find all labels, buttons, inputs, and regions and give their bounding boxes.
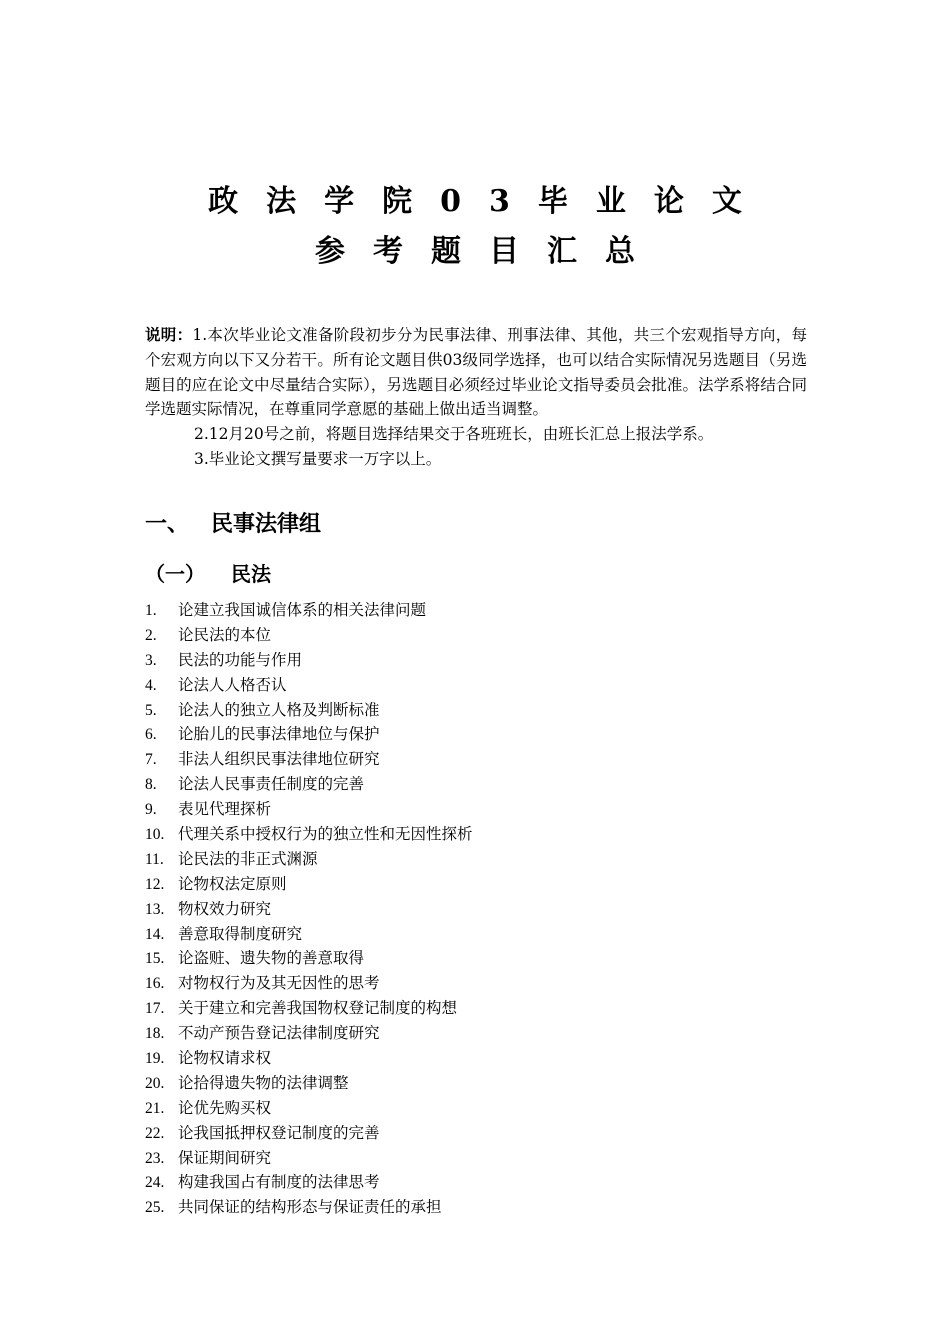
- subsection-heading: [145, 558, 271, 590]
- list-item-text: 论民法的本位: [178, 625, 272, 644]
- list-item-number: 17.: [145, 1000, 165, 1018]
- list-item: [145, 1195, 473, 1220]
- list-item: [145, 971, 473, 996]
- list-item-number: 25.: [145, 1199, 165, 1217]
- list-item: [145, 847, 473, 872]
- document-title-line2: 参考题目汇总: [315, 234, 663, 269]
- instructions-lead: 说明：: [145, 326, 193, 344]
- list-item-text: 关于建立和完善我国物权登记制度的构想: [178, 999, 458, 1018]
- list-item-number: 19.: [145, 1050, 165, 1068]
- list-item-number: 11.: [145, 850, 164, 868]
- list-item-number: 15.: [145, 950, 165, 968]
- instruction-item-1: [145, 323, 807, 422]
- list-item-text: 对物权行为及其无因性的思考: [178, 974, 380, 993]
- list-item: [145, 996, 473, 1021]
- list-item: [145, 946, 473, 971]
- list-item: [145, 1071, 473, 1096]
- list-item: [145, 1096, 473, 1121]
- section-heading: [145, 508, 321, 542]
- list-item: [145, 698, 473, 723]
- list-item-text: 不动产预告登记法律制度研究: [178, 1024, 380, 1043]
- list-item: [145, 598, 473, 623]
- list-item: [145, 872, 473, 897]
- list-item-text: 论优先购买权: [178, 1098, 272, 1117]
- list-item-text: 论民法的非正式渊源: [178, 849, 318, 868]
- list-item: [145, 1146, 473, 1171]
- list-item: [145, 1170, 473, 1195]
- list-item-text: 论盗赃、遗失物的善意取得: [178, 949, 365, 968]
- list-item-text: 论物权法定原则: [178, 874, 287, 893]
- list-item-number: 12.: [145, 875, 165, 893]
- list-item: [145, 897, 473, 922]
- list-item-number: 3.: [145, 651, 157, 669]
- list-item: [145, 1046, 473, 1071]
- list-item-number: 2.: [145, 626, 157, 644]
- list-item-number: 10.: [145, 826, 165, 844]
- list-item: [145, 1121, 473, 1146]
- list-item-number: 13.: [145, 900, 165, 918]
- list-item-text: 论法人的独立人格及判断标准: [178, 700, 380, 719]
- list-item-number: 21.: [145, 1099, 165, 1117]
- list-item-text: 代理关系中授权行为的独立性和无因性探析: [178, 825, 473, 844]
- list-item-number: 20.: [145, 1074, 165, 1092]
- list-item-number: 7.: [145, 751, 157, 769]
- list-item: [145, 797, 473, 822]
- list-item-number: 23.: [145, 1149, 165, 1167]
- section-number: 一、: [145, 512, 190, 537]
- list-item: [145, 648, 473, 673]
- list-item-text: 善意取得制度研究: [178, 924, 303, 943]
- list-item: [145, 772, 473, 797]
- list-item: [145, 722, 473, 747]
- list-item-number: 18.: [145, 1025, 165, 1043]
- list-item-text: 论建立我国诚信体系的相关法律问题: [178, 601, 427, 619]
- subsection-title: 民法: [231, 562, 271, 586]
- list-item: [145, 673, 473, 698]
- subsection-number: （一）: [145, 562, 205, 586]
- topic-list: [145, 598, 473, 1220]
- list-item-number: 5.: [145, 701, 157, 719]
- list-item-text: 论法人人格否认: [178, 675, 287, 694]
- instruction-item-2: 2.12月20号之前，将题目选择结果交于各班班长，由班长汇总上报法学系。: [194, 425, 714, 444]
- list-item-text: 论胎儿的民事法律地位与保护: [178, 725, 380, 744]
- list-item-number: 4.: [145, 676, 157, 694]
- list-item-number: 14.: [145, 925, 165, 943]
- list-item-text: 保证期间研究: [178, 1148, 272, 1167]
- instruction-item-3: 3.毕业论文撰写量要求一万字以上。: [194, 449, 442, 468]
- list-item: [145, 747, 473, 772]
- list-item-text: 论物权请求权: [178, 1049, 272, 1068]
- list-item-text: 论法人民事责任制度的完善: [178, 775, 365, 794]
- instruction-item-1-text: 1.本次毕业论文准备阶段初步分为民事法律、刑事法律、其他，共三个宏观指导方向，每个宏观方向以下又分若干。所有论文题目供03级同学选择，也可以结合实际情况另选题目（另选题目的应在论文中尽量结合实际），另选题目必须经过毕业论文指导委员会批准。法学系将结合同学选题实际情况，在尊重同学意愿的基础上做出适当调整。: [145, 326, 807, 419]
- list-item-text: 民法的功能与作用: [178, 650, 303, 669]
- list-item: [145, 623, 473, 648]
- list-item-text: 非法人组织民事法律地位研究: [178, 750, 380, 769]
- list-item: [145, 922, 473, 947]
- list-item-number: 8.: [145, 776, 157, 794]
- list-item-number: 1.: [145, 602, 157, 619]
- list-item-number: 16.: [145, 975, 165, 993]
- list-item-text: 构建我国占有制度的法律思考: [178, 1173, 380, 1192]
- list-item-number: 6.: [145, 726, 157, 744]
- section-title: 民事法律组: [211, 512, 322, 537]
- list-item: [145, 1021, 473, 1046]
- list-item-text: 物权效力研究: [178, 899, 272, 918]
- document-title-line1: 政法学院03毕业论文: [208, 184, 770, 219]
- list-item-number: 9.: [145, 801, 157, 819]
- instructions-block: [145, 323, 807, 472]
- list-item-text: 共同保证的结构形态与保证责任的承担: [178, 1198, 442, 1217]
- list-item-text: 表见代理探析: [178, 800, 272, 819]
- list-item-text: 论我国抵押权登记制度的完善: [178, 1123, 380, 1142]
- list-item-number: 22.: [145, 1124, 165, 1142]
- list-item-number: 24.: [145, 1174, 165, 1192]
- list-item-text: 论拾得遗失物的法律调整: [178, 1073, 349, 1092]
- list-item: [145, 822, 473, 847]
